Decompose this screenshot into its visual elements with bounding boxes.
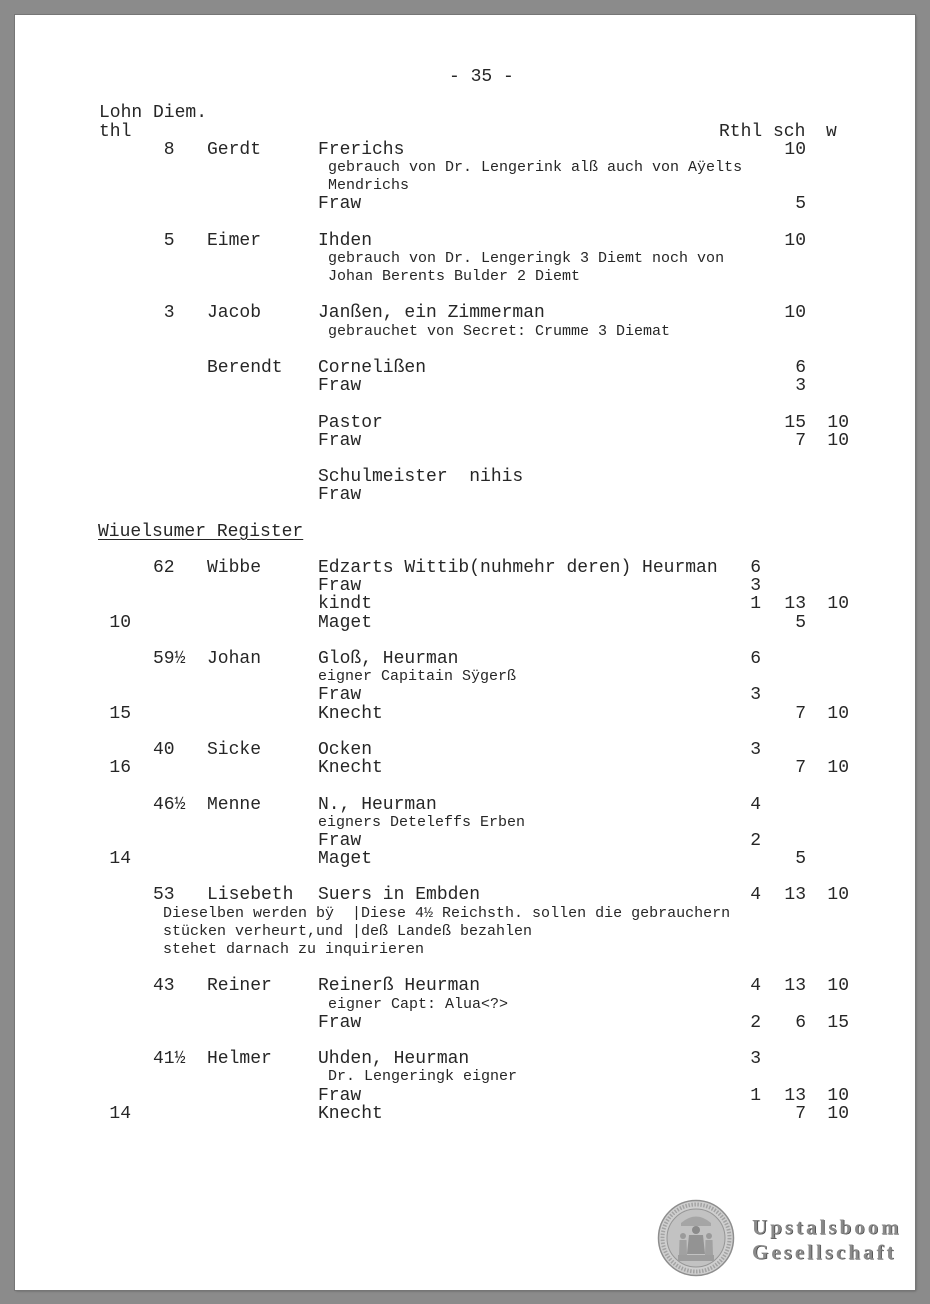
rthl-amount: 1 (750, 594, 761, 615)
register-line (0, 668, 930, 686)
register-entry (0, 796, 930, 869)
seal-right-figure-body (705, 1240, 713, 1255)
ownership-note: eigner Capitain Sÿgerß (318, 668, 517, 686)
register-line (0, 559, 930, 577)
register-entry (0, 650, 930, 723)
register-page-text (0, 68, 930, 1123)
register-line (0, 1105, 930, 1123)
sch-amount: 6 (795, 1012, 806, 1033)
rthl-amount: 3 (750, 739, 761, 760)
w-amount: 10 (827, 885, 849, 906)
seal-left-figure-body (679, 1240, 687, 1255)
rthl-amount: 4 (750, 976, 761, 997)
diem-count: 46½ (153, 794, 186, 815)
register-line (0, 923, 930, 941)
column-header-line (0, 104, 930, 122)
first-name: Berendt (207, 358, 283, 378)
lohn-thl-amount: 14 (109, 1103, 131, 1124)
register-entry (0, 886, 930, 959)
rthl-amount: 4 (750, 794, 761, 815)
diem-count: 43 (153, 976, 175, 997)
sch-amount: 7 (795, 758, 806, 779)
sch-amount: 7 (795, 430, 806, 451)
rthl-header: Rthl (719, 121, 763, 142)
first-name: Reiner (207, 976, 272, 997)
register-line (0, 705, 930, 723)
first-name: Gerdt (207, 139, 262, 160)
blank-line (0, 868, 930, 886)
w-amount: 10 (827, 412, 849, 433)
surname-or-role: Fraw (318, 430, 362, 451)
surname-or-role: Ihden (318, 230, 373, 251)
register-entry (0, 1050, 930, 1123)
seal-central-figure-body (687, 1235, 705, 1254)
register-line (0, 1068, 930, 1086)
register-line (0, 141, 930, 159)
register-line (0, 814, 930, 832)
surname-or-role: Fraw (318, 1085, 362, 1106)
society-logo-text (752, 1215, 902, 1265)
rthl-amount: 6 (750, 649, 761, 669)
rthl-amount: 1 (750, 1085, 761, 1106)
register-line (0, 323, 930, 341)
register-line (0, 486, 930, 504)
surname-or-role: Fraw (318, 485, 362, 506)
seal-right-figure-head (706, 1233, 712, 1239)
surname-or-role: Maget (318, 612, 373, 633)
sch-amount: 13 (784, 976, 806, 997)
register-entry (0, 468, 930, 504)
surname-or-role: Edzarts Wittib(nuhmehr deren) Heurman (318, 558, 718, 579)
register-line (0, 905, 930, 923)
surname-or-role: Schulmeister nihis (318, 467, 524, 488)
register-line (0, 1087, 930, 1105)
register-line (0, 414, 930, 432)
w-amount: 10 (827, 1085, 849, 1106)
surname-or-role: Fraw (318, 194, 362, 215)
sch-amount: 6 (795, 358, 806, 378)
first-name: Jacob (207, 303, 262, 324)
diem-count: 62 (153, 558, 175, 579)
first-name: Johan (207, 649, 262, 669)
usage-note: gebrauch von Dr. Lengerink alß auch von Aÿelts (328, 158, 743, 176)
register-entry (0, 304, 930, 340)
surname-or-role: Knecht (318, 703, 383, 724)
register-line (0, 1050, 930, 1068)
blank-line (0, 1032, 930, 1050)
surname-or-role: kindt (318, 594, 373, 615)
surname-or-role: N., Heurman (318, 794, 437, 815)
register-line (0, 1014, 930, 1032)
register-line (0, 759, 930, 777)
register-line (0, 850, 930, 868)
register-line (0, 686, 930, 704)
lohn-thl-amount: 16 (109, 758, 131, 779)
seal-left-figure-head (680, 1233, 686, 1239)
register-entry (0, 977, 930, 1032)
rthl-amount: 3 (750, 1049, 761, 1070)
w-amount: 10 (827, 703, 849, 724)
sch-amount: 10 (784, 230, 806, 251)
diem-count: 41½ (153, 1049, 186, 1070)
sch-header: sch (773, 121, 806, 142)
w-amount: 10 (827, 430, 849, 451)
usage-note: eigner Capt: Alua<?> (328, 995, 509, 1013)
surname-or-role: Fraw (318, 576, 362, 597)
w-amount: 10 (827, 976, 849, 997)
w-amount: 10 (827, 1103, 849, 1124)
sch-amount: 3 (795, 376, 806, 397)
surname-or-role: Pastor (318, 412, 383, 433)
usage-note: Mendrichs (328, 177, 410, 195)
column-header-line (0, 123, 930, 141)
sch-amount: 13 (784, 885, 806, 906)
register-line (0, 595, 930, 613)
register-entry (0, 359, 930, 395)
diem-count: 59½ (153, 649, 186, 669)
diem-count: 5 (163, 230, 175, 251)
surname-or-role: Fraw (318, 1012, 362, 1033)
upper-register (0, 141, 930, 505)
diem-count: 40 (153, 739, 175, 760)
register-entry (0, 559, 930, 632)
rthl-amount: 2 (750, 830, 761, 851)
remark-note: stücken verheurt,und |deß Landeß bezahlen (163, 922, 533, 940)
rthl-amount: 6 (750, 558, 761, 579)
remark-note: stehet darnach zu inquirieren (163, 941, 425, 958)
seal-base (678, 1255, 714, 1261)
register-line (0, 359, 930, 377)
blank-line (0, 959, 930, 977)
blank-line (0, 341, 930, 359)
diem-count: 53 (153, 885, 175, 906)
register-entry (0, 141, 930, 214)
surname-or-role: Knecht (318, 758, 383, 779)
register-line (0, 432, 930, 450)
register-line (0, 468, 930, 486)
register-line (0, 650, 930, 668)
blank-line (0, 450, 930, 468)
usage-note: Dr. Lengeringk eigner (328, 1068, 518, 1086)
lohn-thl-amount: 10 (109, 612, 131, 633)
first-name: Helmer (207, 1049, 272, 1070)
diem-count: 3 (163, 303, 175, 324)
first-name: Menne (207, 794, 262, 815)
first-name: Sicke (207, 739, 262, 760)
page-number: - 35 - (449, 67, 514, 87)
blank-line (0, 86, 930, 104)
wiuelsumer-register (0, 559, 930, 1123)
usage-note: gebrauchet von Secret: Crumme 3 Diemat (328, 322, 671, 340)
register-line (0, 232, 930, 250)
first-name: Eimer (207, 230, 262, 251)
surname-or-role: Cornelißen (318, 358, 427, 378)
blank-line (0, 723, 930, 741)
surname-or-role: Reinerß Heurman (318, 976, 481, 997)
register-line (0, 250, 930, 268)
logo-text-line-2: Gesellschaft (752, 1240, 897, 1264)
society-seal-icon (657, 1199, 735, 1277)
sch-amount: 10 (784, 139, 806, 160)
register-line (0, 941, 930, 959)
register-line (0, 886, 930, 904)
usage-note: gebrauch von Dr. Lengeringk 3 Diemt noch von (328, 249, 725, 267)
register-entry (0, 414, 930, 450)
register-line (0, 177, 930, 195)
blank-line (0, 777, 930, 795)
lohn-thl-amount: 14 (109, 849, 131, 870)
surname-or-role: Suers in Embden (318, 885, 481, 906)
sch-amount: 5 (795, 612, 806, 633)
register-line (0, 741, 930, 759)
first-name: Lisebeth (207, 885, 294, 906)
surname-or-role: Gloß, Heurman (318, 649, 459, 669)
surname-or-role: Janßen, ein Zimmerman (318, 303, 545, 324)
lohn-thl-amount: 15 (109, 703, 131, 724)
surname-or-role: Ocken (318, 739, 373, 760)
blank-line (0, 505, 930, 523)
sch-amount: 13 (784, 594, 806, 615)
sch-amount: 7 (795, 703, 806, 724)
register-line (0, 796, 930, 814)
seal-central-figure-head (692, 1226, 700, 1234)
register-line (0, 377, 930, 395)
w-amount: 10 (827, 594, 849, 615)
rthl-amount: 2 (750, 1012, 761, 1033)
w-header: w (826, 121, 837, 142)
register-line (0, 832, 930, 850)
section-title-line (0, 523, 930, 541)
page-number-line (0, 68, 930, 86)
surname-or-role: Maget (318, 849, 373, 870)
surname-or-role: Uhden, Heurman (318, 1049, 470, 1070)
rthl-amount: 3 (750, 576, 761, 597)
usage-note: Johan Berents Bulder 2 Diemt (328, 268, 581, 286)
logo-text-line-1: Upstalsboom (752, 1215, 902, 1239)
thl-header: thl (99, 121, 132, 142)
remark-note: Dieselben werden bÿ |Diese 4½ Reichsth. sollen die gebrauchern (163, 904, 731, 922)
blank-line (0, 214, 930, 232)
diem-count: 8 (163, 139, 175, 160)
blank-line (0, 395, 930, 413)
surname-or-role: Fraw (318, 830, 362, 851)
surname-or-role: Fraw (318, 685, 362, 706)
sch-amount: 7 (795, 1103, 806, 1124)
register-entry (0, 741, 930, 777)
register-line (0, 268, 930, 286)
w-amount: 10 (827, 758, 849, 779)
blank-line (0, 541, 930, 559)
register-line (0, 159, 930, 177)
section-title: Wiuelsumer Register (98, 521, 304, 542)
sch-amount: 13 (784, 1085, 806, 1106)
rthl-amount: 4 (750, 885, 761, 906)
register-line (0, 195, 930, 213)
sch-amount: 5 (795, 194, 806, 215)
w-amount: 15 (827, 1012, 849, 1033)
surname-or-role: Knecht (318, 1103, 383, 1124)
register-line (0, 614, 930, 632)
blank-line (0, 286, 930, 304)
register-line (0, 977, 930, 995)
register-line (0, 996, 930, 1014)
blank-line (0, 632, 930, 650)
surname-or-role: Frerichs (318, 139, 405, 160)
sch-amount: 15 (784, 412, 806, 433)
sch-amount: 5 (795, 849, 806, 870)
register-entry (0, 232, 930, 287)
sch-amount: 10 (784, 303, 806, 324)
register-line (0, 577, 930, 595)
lohn-diem-header: Lohn Diem. (99, 103, 208, 124)
surname-or-role: Fraw (318, 376, 362, 397)
rthl-amount: 3 (750, 685, 761, 706)
ownership-note: eigners Deteleffs Erben (318, 813, 526, 831)
first-name: Wibbe (207, 558, 262, 579)
register-line (0, 304, 930, 322)
